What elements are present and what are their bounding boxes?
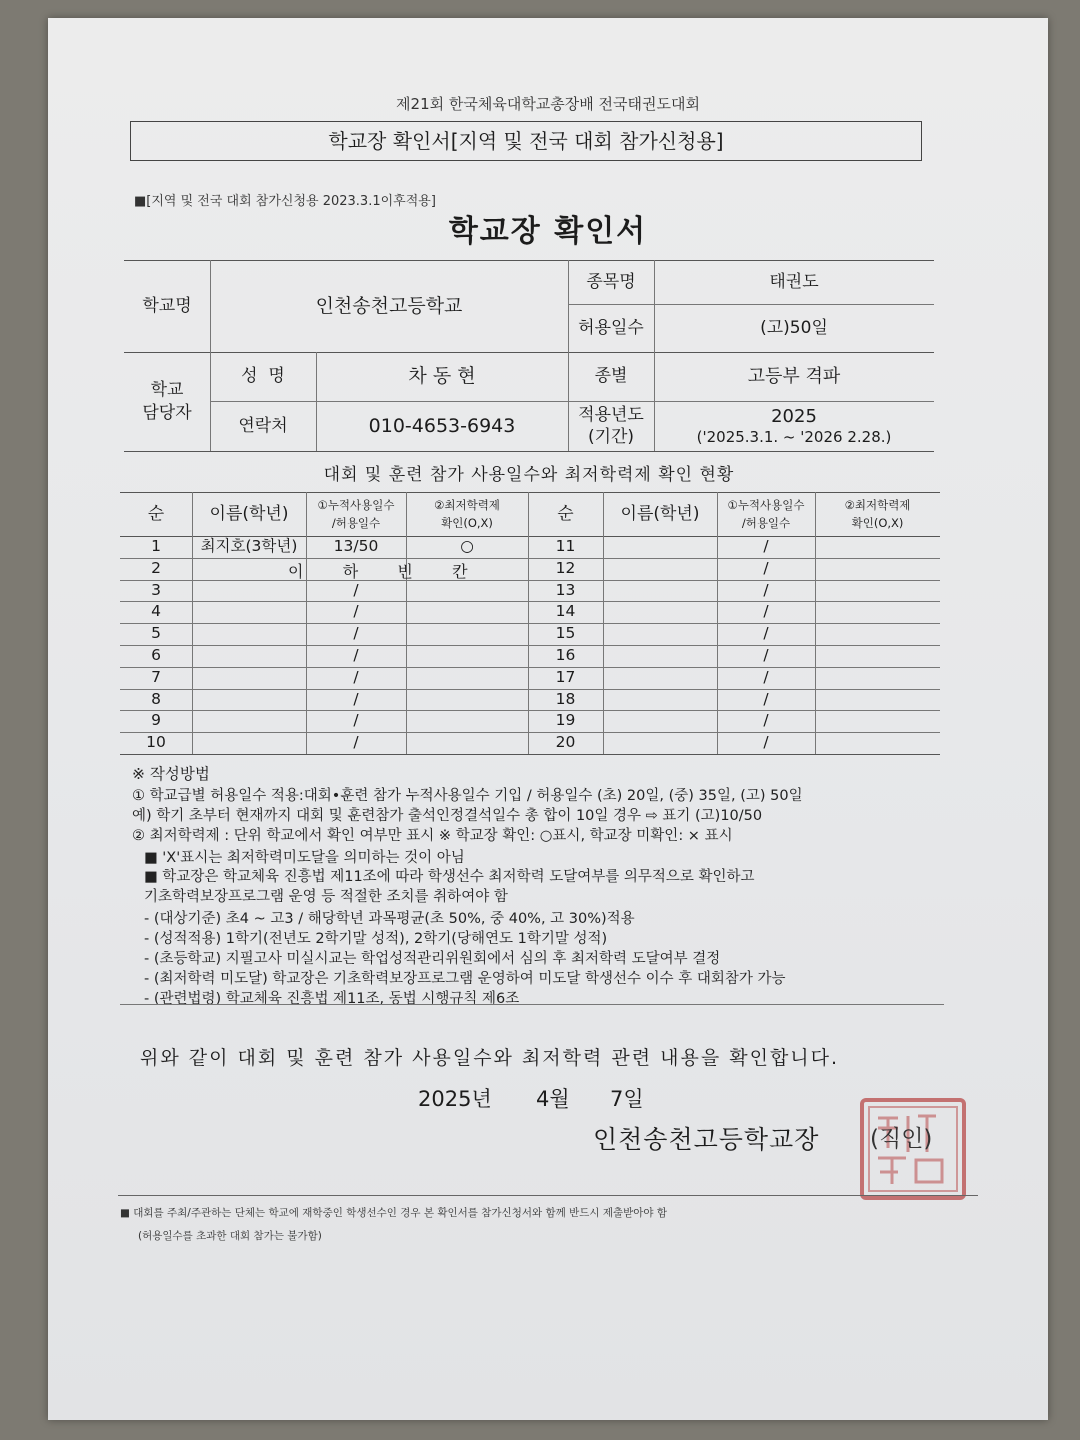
row-number-right: 13	[555, 580, 576, 599]
header-no-left: 순	[147, 503, 165, 524]
manager-label	[124, 352, 210, 451]
row-student-name	[192, 623, 306, 644]
signer-name: 인천송천고등학교장	[593, 1125, 820, 1154]
row-number-right: 19	[555, 711, 576, 730]
row-used-days-right: /	[763, 602, 769, 621]
contact-label: 연락처	[238, 415, 288, 436]
header-min-right-1: ②최저학력제	[844, 497, 911, 512]
division-label: 종별	[594, 366, 628, 387]
applied-year-label	[568, 401, 654, 451]
allowed-days-value: (고)50일	[760, 317, 828, 338]
row-used-days: /	[353, 646, 359, 664]
row-used-days-right: /	[763, 646, 769, 664]
row-min-academic-check	[406, 645, 528, 666]
seal-label: (직인)	[870, 1126, 933, 1152]
row-min-academic-check: ○	[460, 537, 474, 555]
row-number-right: 12	[555, 558, 576, 577]
footer-note-1: ■ 대회를 주최/주관하는 단체는 학교에 재학중인 학생선수인 경우 본 확인서를 참가신청서와 함께 반드시 제출받아야 함	[120, 1207, 668, 1219]
date-year: 2025년	[418, 1087, 492, 1111]
blank-below-notice: 이 하 빈 칸	[288, 562, 474, 581]
row-min-academic-check	[406, 580, 528, 601]
guide-line: 예) 학기 초부터 현재까지 대회 및 훈련참가 출석인정결석일수 총 합이 10일 경우 ⇨ 표기 (고)10/50	[132, 808, 763, 824]
document-page	[48, 18, 1048, 1420]
row-student-name	[192, 732, 306, 753]
row-number-right: 16	[555, 646, 576, 664]
row-used-days: /	[353, 624, 359, 643]
row-student-name	[192, 667, 306, 688]
row-used-days-right: /	[763, 558, 769, 577]
row-number-right: 14	[555, 602, 576, 621]
row-min-academic-check	[406, 689, 528, 710]
row-min-academic-check	[406, 710, 528, 731]
division-value: 고등부 격파	[747, 365, 841, 387]
applied-year: 2025	[771, 405, 817, 427]
sport-label: 종목명	[586, 271, 636, 292]
row-number-right: 20	[555, 733, 576, 752]
row-student-name	[192, 601, 306, 622]
footer-note-2: (허용일수를 초과한 대회 참가는 불가함)	[138, 1230, 322, 1242]
confirmation-statement: 위와 같이 대회 및 훈련 참가 사용일수와 최저학력 관련 내용을 확인합니다.	[140, 1047, 840, 1069]
row-used-days: /	[353, 580, 359, 599]
row-number-right: 11	[555, 537, 576, 555]
row-number-left: 6	[151, 646, 161, 664]
date-month: 4월	[536, 1087, 570, 1111]
row-number-left: 1	[151, 537, 161, 555]
header-days-left	[306, 492, 406, 536]
header-min-left-2: 확인(O,X)	[441, 516, 493, 530]
row-number-left: 8	[151, 689, 161, 708]
guide-line: - (관련법령) 학교체육 진흥법 제11조, 동법 시행규칙 제6조	[144, 991, 520, 1007]
row-number-left: 5	[151, 624, 161, 643]
applied-year-value	[654, 401, 934, 451]
guide-line: - (성적적용) 1학기(전년도 2학기말 성적), 2학기(당해연도 1학기말 성적)	[144, 931, 608, 947]
header-days-right-2: /허용일수	[741, 516, 791, 530]
row-student-name	[192, 710, 306, 731]
row-number-left: 2	[151, 558, 161, 577]
main-title: 학교장 확인서	[448, 214, 648, 249]
header-days-left-2: /허용일수	[331, 516, 381, 530]
application-note: ■[지역 및 전국 대회 참가신청용 2023.3.1이후적용]	[134, 194, 436, 209]
contact-number: 010-4653-6943	[368, 414, 516, 437]
row-student-name	[192, 580, 306, 601]
header-no-right: 순	[557, 503, 574, 524]
row-min-academic-check	[406, 667, 528, 688]
applied-period: ('2025.3.1. ~ '2026 2.28.)	[696, 427, 892, 446]
row-used-days-right: /	[763, 689, 769, 708]
row-used-days: 13/50	[333, 537, 379, 555]
date-day: 7일	[610, 1087, 644, 1111]
header-min-left-1: ②최저학력제	[434, 497, 500, 512]
row-number-right: 15	[555, 624, 576, 643]
row-used-days: /	[353, 667, 359, 686]
row-min-academic-check	[406, 601, 528, 622]
manager-name: 차 동 현	[408, 365, 476, 388]
applied-year-label-line2: (기간)	[587, 427, 635, 447]
guide-heading: ※ 작성방법	[132, 765, 210, 783]
header-name-right: 이름(학년)	[620, 503, 700, 524]
guide-line: - (초등학교) 지필고사 미실시교는 학업성적관리위원회에서 심의 후 최저학력 도달여부 결정	[144, 951, 721, 967]
row-student-name	[192, 689, 306, 710]
row-number-left: 4	[151, 602, 161, 621]
row-used-days: /	[353, 711, 359, 730]
guide-line: ② 최저학력제 : 단위 학교에서 확인 여부만 표시 ※ 학교장 확인: ○표시, 학교장 미확인: × 표시	[132, 828, 733, 844]
status-title: 대회 및 훈련 참가 사용일수와 최저학력제 확인 현황	[323, 465, 735, 485]
row-used-days: /	[353, 602, 359, 621]
row-number-right: 18	[555, 689, 576, 708]
row-used-days-right: /	[763, 624, 769, 643]
header-min-right-2: 확인(O,X)	[851, 516, 904, 530]
row-number-left: 10	[146, 733, 166, 752]
manager-label-line2: 담당자	[142, 402, 192, 423]
header-days-left-1: ①누적사용일수	[317, 497, 395, 512]
guide-line: - (최저학력 미도달) 학교장은 기초학력보장프로그램 운영하여 미도달 학생선수 이수 후 대회참가 가능	[144, 971, 786, 987]
header-days-right-1: ①누적사용일수	[727, 497, 805, 512]
school-name: 인천송천고등학교	[315, 294, 463, 317]
guide-line: - (대상기준) 초4 ~ 고3 / 해당학년 과목평균(초 50%, 중 40%, 고 30%)적용	[144, 911, 635, 927]
row-used-days-right: /	[763, 537, 769, 555]
row-student-name: 최지호(3학년)	[200, 537, 298, 555]
header-days-right	[717, 492, 815, 536]
row-used-days: /	[353, 689, 359, 708]
contest-name: 제21회 한국체육대학교총장배 전국태권도대회	[396, 95, 700, 113]
status-row-divider	[120, 754, 940, 755]
row-min-academic-check	[406, 732, 528, 753]
row-number-left: 7	[151, 667, 161, 686]
manager-label-line1: 학교	[150, 380, 184, 401]
guide-line: ① 학교급별 허용일수 적용:대회•훈련 참가 누적사용일수 기입 / 허용일수 (초) 20일, (중) 35일, (고) 50일	[132, 788, 803, 804]
row-min-academic-check	[406, 623, 528, 644]
guide-line: ■ 'X'표시는 최저학력미도달을 의미하는 것이 아님	[144, 850, 465, 866]
sport-value: 태권도	[769, 271, 819, 292]
row-used-days-right: /	[763, 711, 769, 730]
row-used-days-right: /	[763, 667, 769, 686]
row-used-days: /	[353, 733, 359, 752]
allowed-days-label: 허용일수	[578, 317, 644, 338]
row-student-name	[192, 645, 306, 666]
row-number-right: 17	[555, 667, 576, 686]
header-name-left: 이름(학년)	[209, 503, 289, 524]
guide-line: 기초학력보장프로그램 운영 등 적절한 조치를 취하여야 함	[144, 889, 508, 905]
row-used-days-right: /	[763, 580, 769, 599]
form-title-box: 학교장 확인서[지역 및 전국 대회 참가신청용]	[130, 121, 922, 161]
header-min-left	[406, 492, 528, 536]
row-number-left: 3	[151, 580, 161, 599]
row-number-left: 9	[151, 711, 161, 730]
applied-year-label-line1: 적용년도	[578, 404, 644, 425]
name-label: 성 명	[241, 366, 285, 387]
school-label: 학교명	[142, 295, 192, 316]
guide-line: ■ 학교장은 학교체육 진흥법 제11조에 따라 학생선수 최저학력 도달여부를 의무적으로 확인하고	[144, 869, 755, 885]
header-min-right	[815, 492, 940, 536]
row-used-days-right: /	[763, 733, 769, 752]
